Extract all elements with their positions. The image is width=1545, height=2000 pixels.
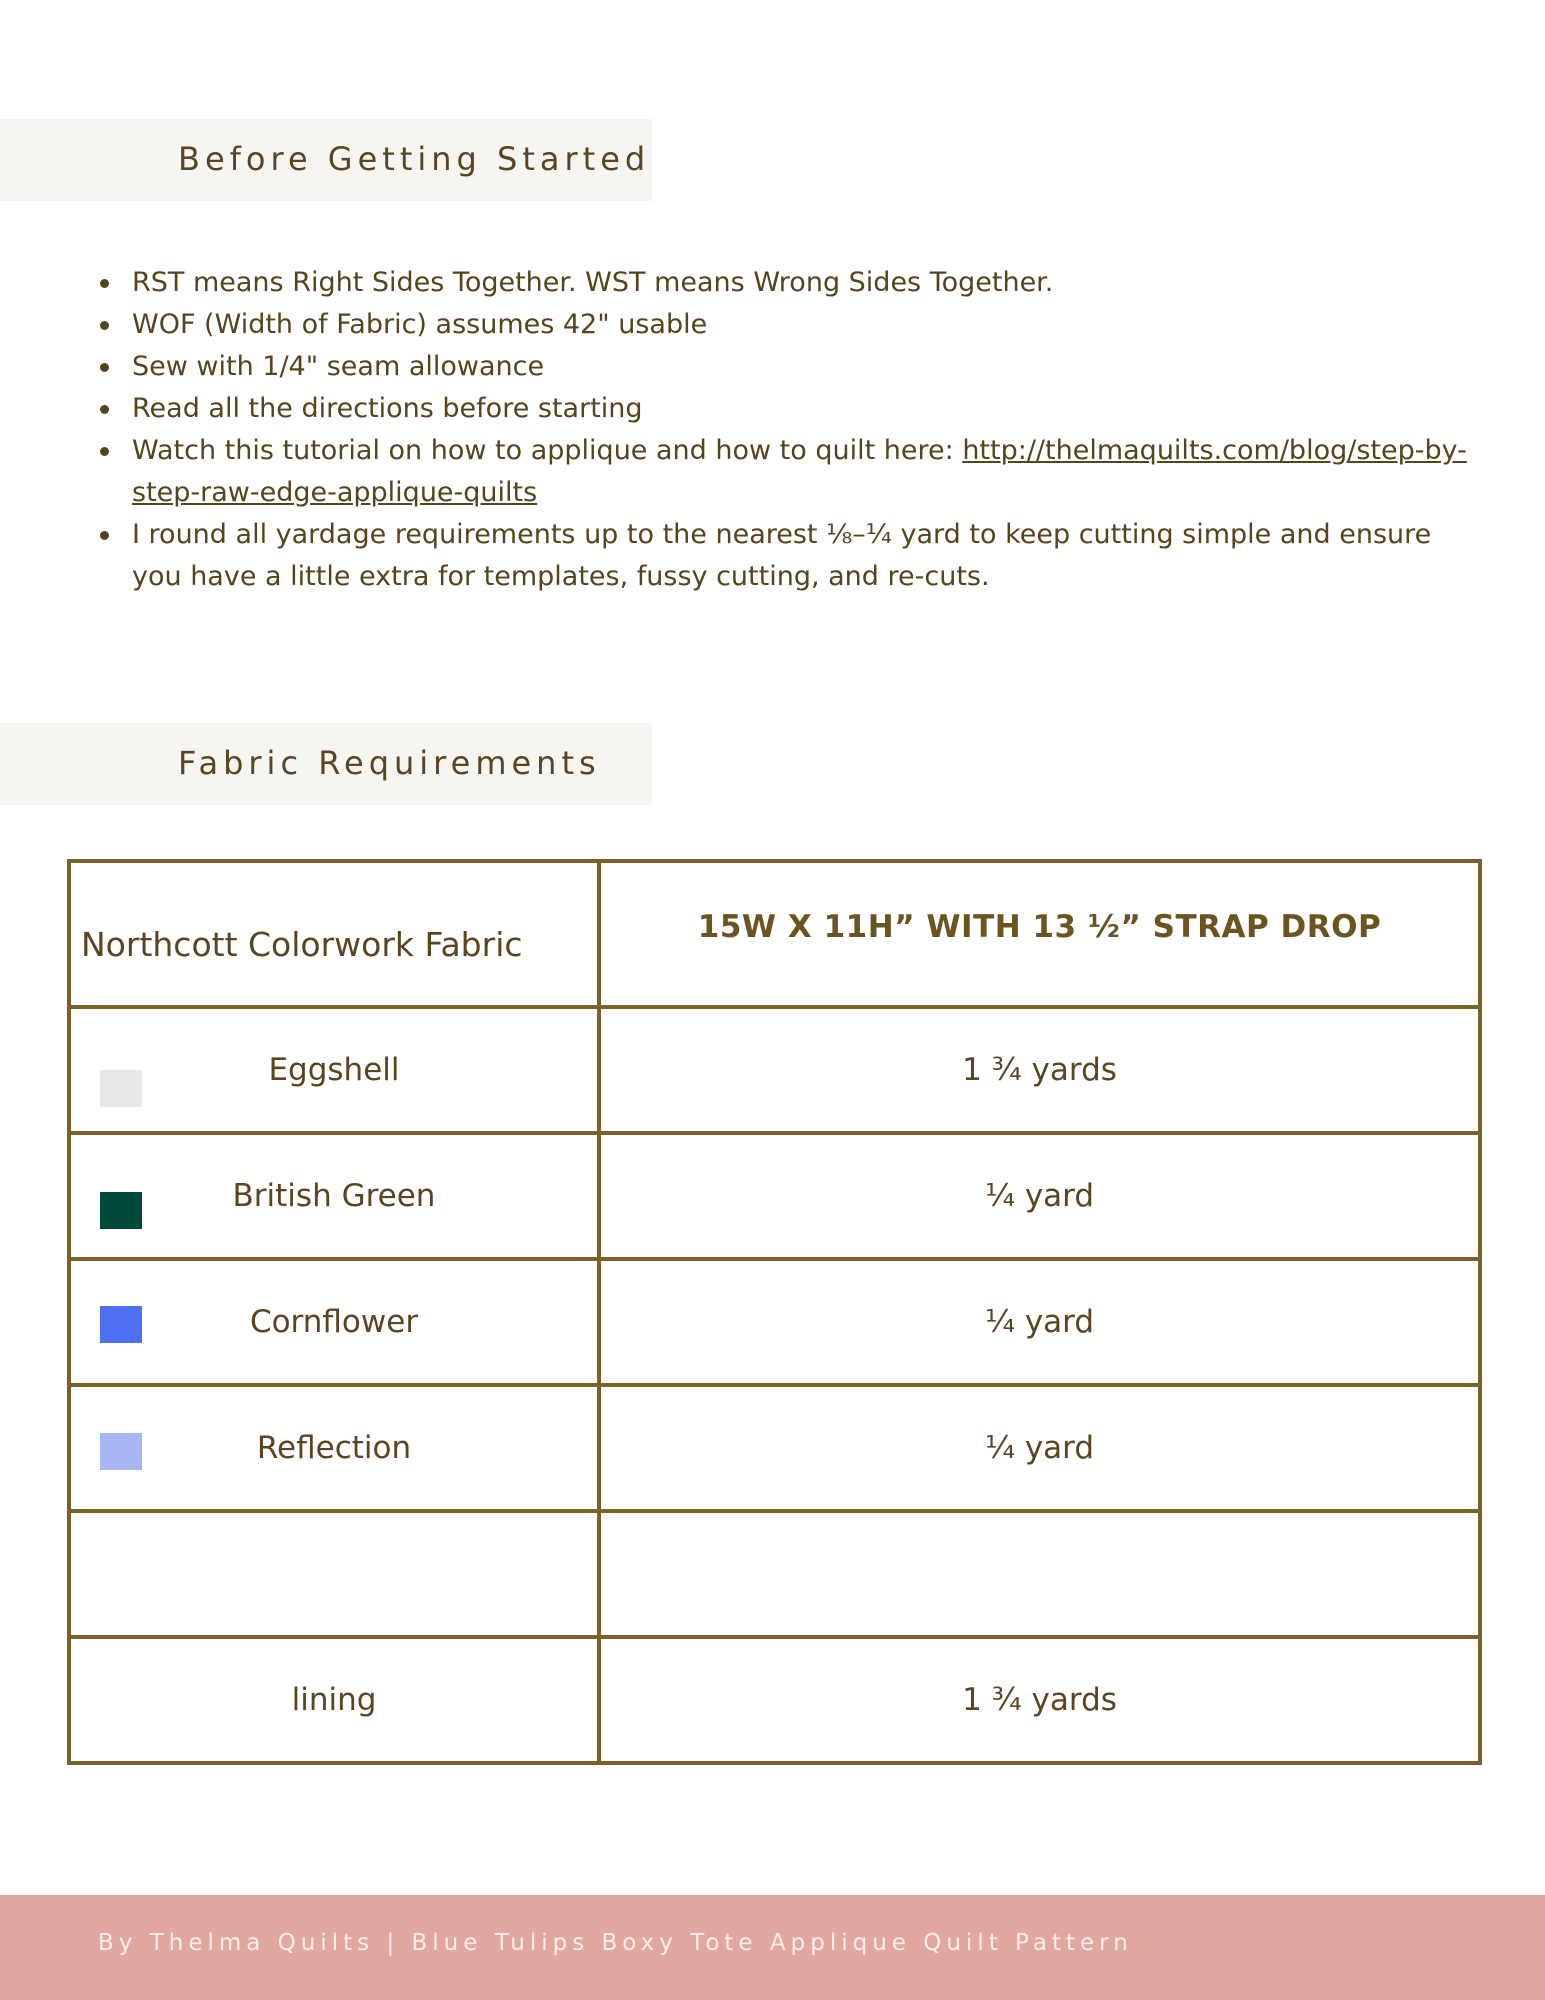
list-item: I round all yardage requirements up to the nearest ⅛–¼ yard to keep cutting simple and ensure you have a little extra for templates, fussy cutting, and re-cuts. [97, 514, 1477, 598]
fabric-quantity: ¼ yard [599, 1133, 1480, 1259]
fabric-requirements-header [0, 723, 652, 805]
list-item: WOF (Width of Fabric) assumes 42" usable [97, 304, 1477, 346]
table-row [69, 1133, 1480, 1259]
tutorial-link[interactable]: http://thelmaquilts.com/blog/step-by-step-raw-edge-applique-quilts [132, 435, 1467, 508]
fabric-name: Eggshell [268, 1052, 400, 1088]
fabric-requirements-table [67, 859, 1482, 1765]
swatch-reflection [100, 1433, 142, 1470]
list-item: Read all the directions before starting [97, 388, 1477, 430]
swatch-british-green [100, 1192, 142, 1229]
section-title-fabric: Fabric Requirements [178, 744, 601, 782]
fabric-name [69, 1511, 599, 1637]
page-footer [0, 1895, 1545, 2000]
list-item [97, 430, 1477, 514]
list-item: RST means Right Sides Together. WST means Wrong Sides Together. [97, 262, 1477, 304]
fabric-quantity: 1 ¾ yards [599, 1637, 1480, 1763]
before-getting-started-header [0, 119, 652, 201]
table-row [69, 1385, 1480, 1511]
fabric-name: Reflection [256, 1430, 412, 1466]
table-row [69, 1637, 1480, 1763]
swatch-cornflower [100, 1306, 142, 1343]
table-row [69, 1259, 1480, 1385]
header-fabric-name: Northcott Colorwork Fabric [69, 861, 599, 1007]
section-title-before: Before Getting Started [178, 140, 651, 178]
table-header-row [69, 861, 1480, 1007]
fabric-quantity: ¼ yard [599, 1259, 1480, 1385]
fabric-quantity: ¼ yard [599, 1385, 1480, 1511]
table-row [69, 1511, 1480, 1637]
footer-credit: By Thelma Quilts | Blue Tulips Boxy Tote Applique Quilt Pattern [98, 1930, 1133, 1956]
swatch-eggshell [100, 1070, 142, 1107]
fabric-name: Cornflower [249, 1304, 419, 1340]
list-item: Sew with 1/4" seam allowance [97, 346, 1477, 388]
fabric-quantity [599, 1511, 1480, 1637]
table-row [69, 1007, 1480, 1133]
fabric-name: British Green [232, 1178, 436, 1214]
fabric-name: lining [69, 1637, 599, 1763]
tutorial-text: Watch this tutorial on how to applique and how to quilt here: [132, 435, 963, 466]
instructions-list [97, 262, 1477, 598]
header-size: 15W X 11H” WITH 13 ½” STRAP DROP [599, 861, 1480, 1007]
fabric-quantity: 1 ¾ yards [599, 1007, 1480, 1133]
